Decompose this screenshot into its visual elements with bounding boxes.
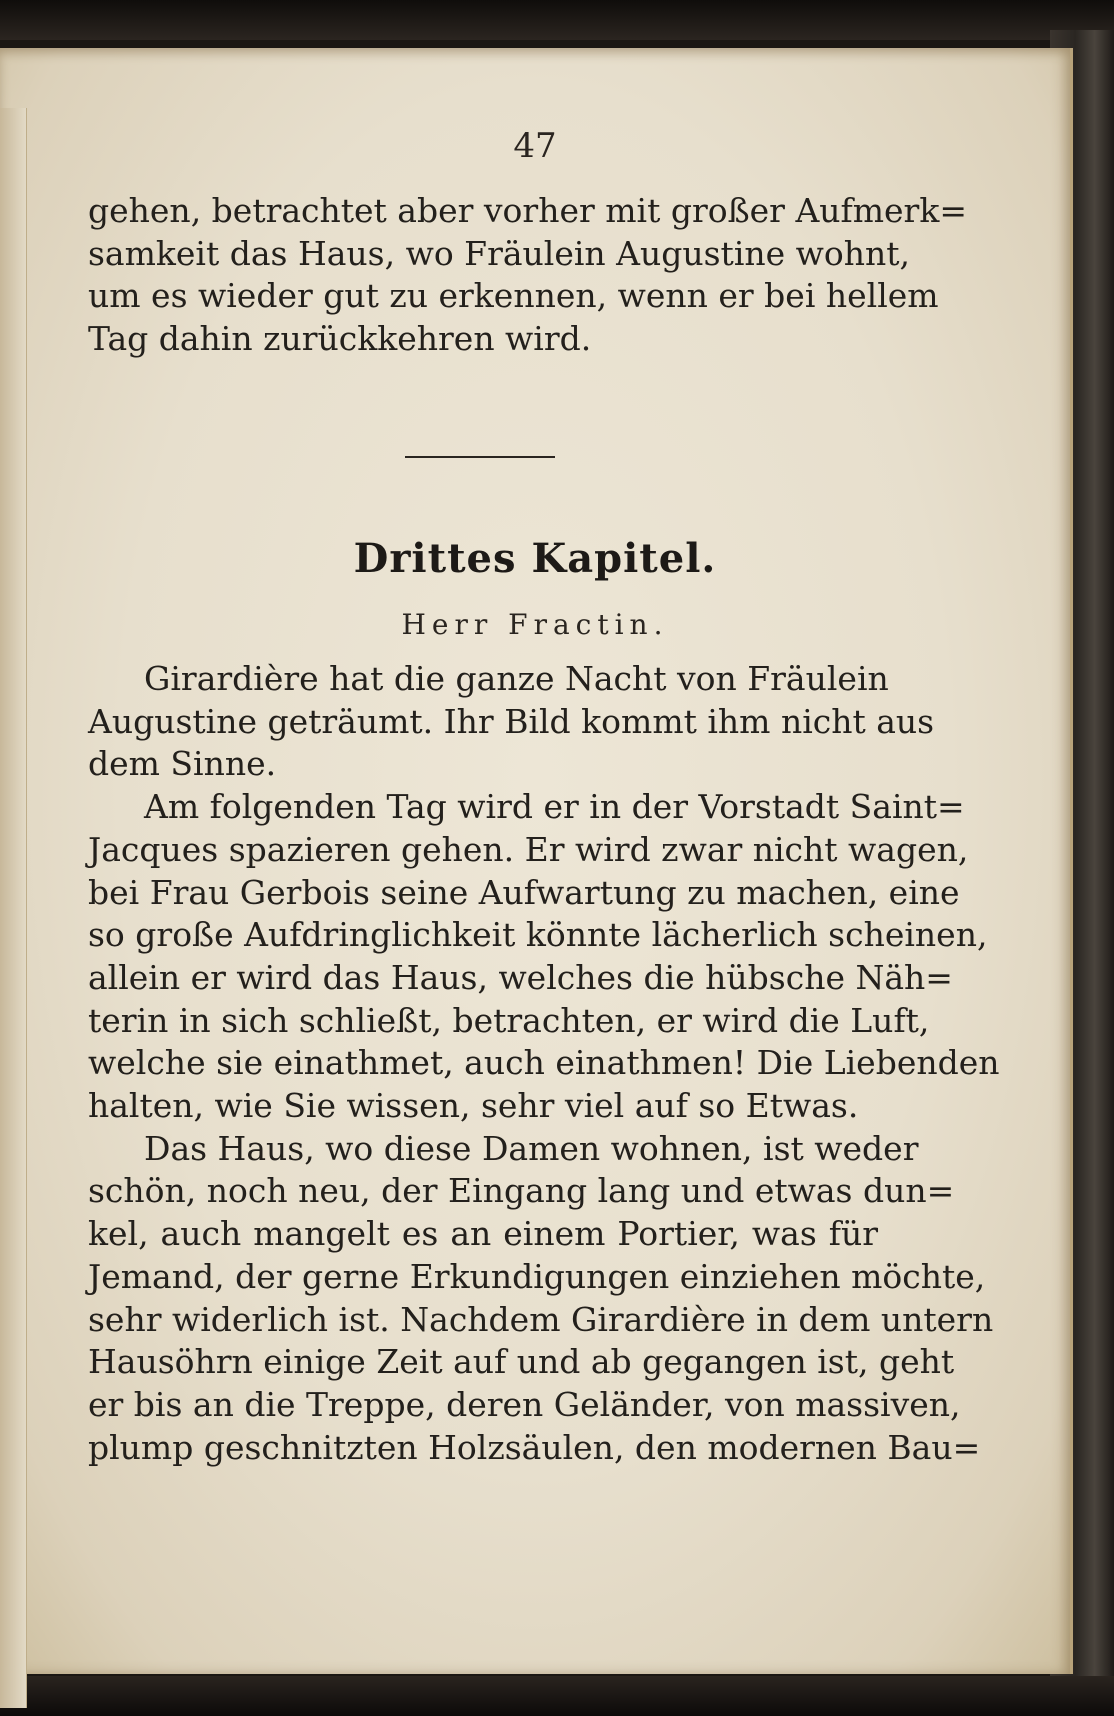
text-line: welche sie einathmet, auch einathmen! Die Liebenden [88,1043,1000,1083]
text-line: kel, auch mangelt es an einem Portier, was für [88,1214,878,1254]
text-line: Am folgenden Tag wird er in der Vorstadt Saint= [144,787,965,827]
text-line: samkeit das Haus, wo Fräulein Augustine wohnt, [88,233,911,273]
text-line: allein er wird das Haus, welches die hübsche Näh= [88,957,953,997]
text-line: schön, noch neu, der Eingang lang und etwas dun= [88,1171,955,1211]
text-line: er bis an die Treppe, deren Geländer, von massiven, [88,1384,961,1424]
book-cover-bottom [0,1676,1114,1716]
text-line: Hausöhrn einige Zeit auf und ab gegangen ist, geht [88,1342,955,1382]
text-line: Jacques spazieren gehen. Er wird zwar nicht wagen, [88,829,969,869]
text-line: gehen, betrachtet aber vorher mit großer Aufmerk= [88,191,967,230]
text-line: Tag dahin zurückkehren wird. [88,319,592,359]
text-line: dem Sinne. [88,744,277,784]
text-line: um es wieder gut zu erkennen, wenn er bei hellem [88,276,939,316]
chapter-body [88,658,1000,1469]
paragraph-continuation [88,190,967,361]
section-divider [405,456,555,458]
page-number: 47 [513,126,557,166]
text-line: Jemand, der gerne Erkundigungen einziehen möchte, [88,1256,986,1296]
text-line: sehr widerlich ist. Nachdem Girardière in dem untern [88,1299,994,1339]
text-line: Girardière hat die ganze Nacht von Fräulein [144,659,889,698]
text-line: Das Haus, wo diese Damen wohnen, ist weder [144,1128,919,1168]
text-line: terin in sich schließt, betrachten, er wird die Luft, [88,1000,930,1040]
book-page [0,48,1073,1674]
text-line: bei Frau Gerbois seine Aufwartung zu machen, eine [88,872,960,912]
text-line: Augustine geträumt. Ihr Bild kommt ihm nicht aus [88,701,935,741]
text-line: halten, wie Sie wissen, sehr viel auf so Etwas. [88,1086,859,1126]
chapter-title: Drittes Kapitel. [353,535,717,582]
text-line: plump geschnitzten Holzsäulen, den modernen Bau= [88,1427,981,1467]
book-cover-top [0,0,1114,40]
page-gutter [0,108,27,1708]
chapter-subtitle: Herr Fractin. [401,608,669,641]
text-line: so große Aufdringlichkeit könnte lächerlich scheinen, [88,915,988,955]
